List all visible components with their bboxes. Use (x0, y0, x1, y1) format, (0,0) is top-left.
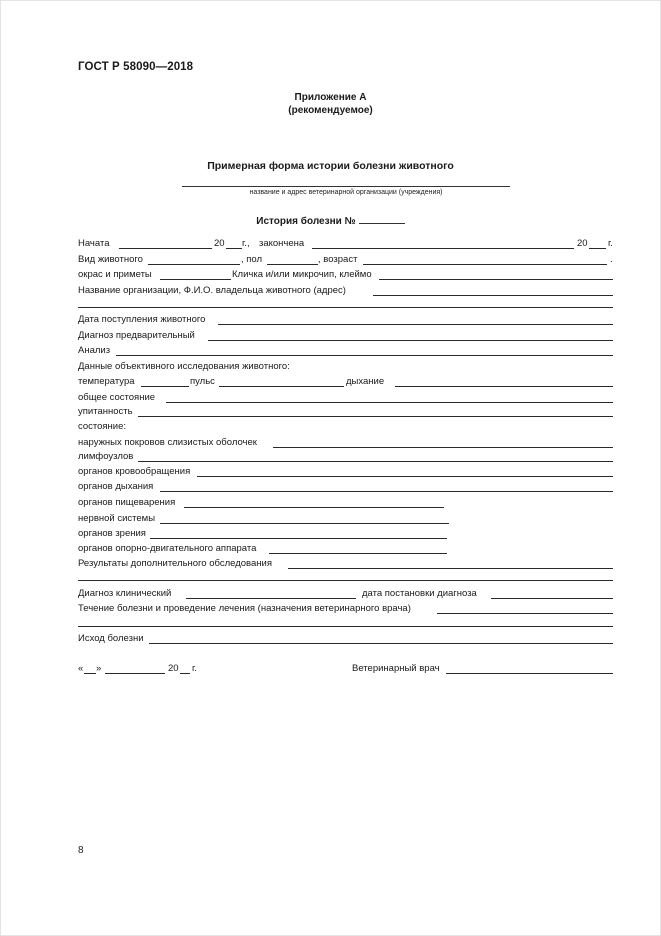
row-state (78, 421, 613, 433)
finished-year-suffix: г. (608, 238, 613, 249)
row-vision (78, 528, 613, 540)
fatness-field[interactable] (138, 416, 613, 417)
sex-label: , пол (241, 254, 263, 265)
row-circulation (78, 466, 613, 478)
row-signature (78, 663, 613, 675)
state-label: состояние: (78, 421, 127, 432)
start-date-field[interactable] (119, 248, 212, 249)
start-year-prefix: 20 (214, 238, 225, 249)
species-field[interactable] (148, 264, 240, 265)
respiration-field[interactable] (160, 491, 613, 492)
org-caption: название и адрес ветеринарной организации (учреждения) (249, 189, 443, 196)
respiration-label: органов дыхания (78, 481, 154, 492)
objective-label: Данные объективного исследования животного: (78, 361, 290, 372)
lymph-label: лимфоузлов (78, 451, 134, 462)
vet-signature-field[interactable] (446, 673, 613, 674)
prelim-diag-field[interactable] (208, 340, 613, 341)
nickname-field[interactable] (379, 279, 613, 280)
additional-field[interactable] (288, 568, 613, 569)
outcome-label: Исход болезни (78, 633, 144, 644)
date-quote-close: » (96, 663, 102, 674)
row-outcome (78, 633, 613, 645)
row-nervous (78, 513, 613, 525)
month-field[interactable] (105, 673, 165, 674)
signature-year-suffix: г. (192, 663, 197, 674)
start-label: Начата (78, 238, 110, 249)
row-dates (78, 238, 613, 250)
diag-date-label: дата постановки диагноза (362, 588, 477, 599)
course-label: Течение болезни и проведение лечения (назначения ветеринарного врача) (78, 603, 411, 614)
date-quote-open: « (78, 663, 84, 674)
page-number: 8 (78, 845, 84, 856)
age-field[interactable] (363, 264, 607, 265)
row-color (78, 269, 613, 281)
breathing-label: дыхание (346, 376, 385, 387)
signature-year-prefix: 20 (168, 663, 179, 674)
owner-label: Название организации, Ф.И.О. владельца животного (адрес) (78, 285, 346, 296)
day-field[interactable] (84, 673, 96, 674)
row-respiration (78, 481, 613, 493)
general-label: общее состояние (78, 392, 156, 403)
row-clinical-diag (78, 588, 613, 600)
digestion-label: органов пищеварения (78, 497, 176, 508)
row-objective (78, 361, 613, 373)
vet-label: Ветеринарный врач (352, 663, 440, 674)
history-number-field[interactable] (359, 213, 405, 224)
species-label: Вид животного (78, 254, 143, 265)
nervous-label: нервной системы (78, 513, 156, 524)
row-additional (78, 558, 613, 570)
history-number (0, 213, 661, 227)
row-prelim-diag (78, 330, 613, 342)
age-label: , возраст (318, 254, 358, 265)
row-skin (78, 437, 613, 449)
finished-year-field[interactable] (589, 248, 606, 249)
fatness-label: упитанность (78, 406, 133, 417)
outcome-field[interactable] (149, 643, 613, 644)
anamnesis-label: Анализ (78, 345, 111, 356)
prelim-diag-label: Диагноз предварительный (78, 330, 195, 341)
color-label: окрас и приметы (78, 269, 152, 280)
start-year-field[interactable] (226, 248, 242, 249)
row-admission (78, 314, 613, 326)
appendix-title: Приложение А (294, 92, 367, 103)
admission-date-field[interactable] (218, 324, 613, 325)
row-owner (78, 285, 613, 297)
row-general (78, 392, 613, 404)
row-locomotor (78, 543, 613, 555)
row-digestion (78, 497, 613, 509)
additional-field-line-2[interactable] (78, 580, 613, 581)
additional-label: Результаты дополнительного обследования (78, 558, 272, 569)
skin-label: наружных покровов слизистых оболочек (78, 437, 257, 448)
locomotor-field[interactable] (269, 553, 447, 554)
admission-date-label: Дата поступления животного (78, 314, 206, 325)
pulse-field[interactable] (219, 386, 344, 387)
sex-field[interactable] (267, 264, 318, 265)
finished-year-prefix: 20 (577, 238, 588, 249)
vision-field[interactable] (150, 538, 447, 539)
start-year-suffix: г., (242, 238, 250, 249)
owner-field-line-2[interactable] (78, 307, 613, 308)
row-species (78, 254, 613, 266)
finished-label: закончена (259, 238, 305, 249)
lymph-field[interactable] (138, 461, 613, 462)
signature-year-field[interactable] (180, 673, 190, 674)
circulation-field[interactable] (197, 476, 613, 477)
circulation-label: органов кровообращения (78, 466, 191, 477)
locomotor-label: органов опорно-двигательного аппарата (78, 543, 257, 554)
history-label: История болезни № (256, 216, 356, 227)
clinical-diag-field[interactable] (186, 598, 356, 599)
row-fatness (78, 406, 613, 418)
finished-date-field[interactable] (312, 248, 574, 249)
course-field[interactable] (437, 613, 613, 614)
digestion-field[interactable] (184, 507, 444, 508)
nickname-label: Кличка и/или микрочип, клеймо (232, 269, 372, 280)
color-field[interactable] (160, 279, 231, 280)
pulse-label: пульс (190, 376, 215, 387)
row-anamnesis (78, 345, 613, 357)
org-name-field[interactable] (182, 186, 510, 187)
form-title: Примерная форма истории болезни животного (207, 160, 454, 172)
skin-field[interactable] (273, 447, 613, 448)
nervous-field[interactable] (160, 523, 449, 524)
row-vitals (78, 376, 613, 388)
temperature-field[interactable] (141, 386, 189, 387)
row-lymph (78, 451, 613, 463)
general-field[interactable] (166, 402, 613, 403)
owner-field[interactable] (373, 295, 613, 296)
species-row-end: . (610, 254, 613, 265)
clinical-diag-label: Диагноз клинический (78, 588, 172, 599)
standard-number: ГОСТ Р 58090—2018 (78, 61, 194, 73)
vision-label: органов зрения (78, 528, 146, 539)
temperature-label: температура (78, 376, 135, 387)
anamnesis-field[interactable] (116, 355, 613, 356)
appendix-subtitle: (рекомендуемое) (288, 105, 373, 116)
breathing-field[interactable] (395, 386, 613, 387)
diag-date-field[interactable] (491, 598, 613, 599)
course-field-line-2[interactable] (78, 626, 613, 627)
row-course (78, 603, 613, 615)
